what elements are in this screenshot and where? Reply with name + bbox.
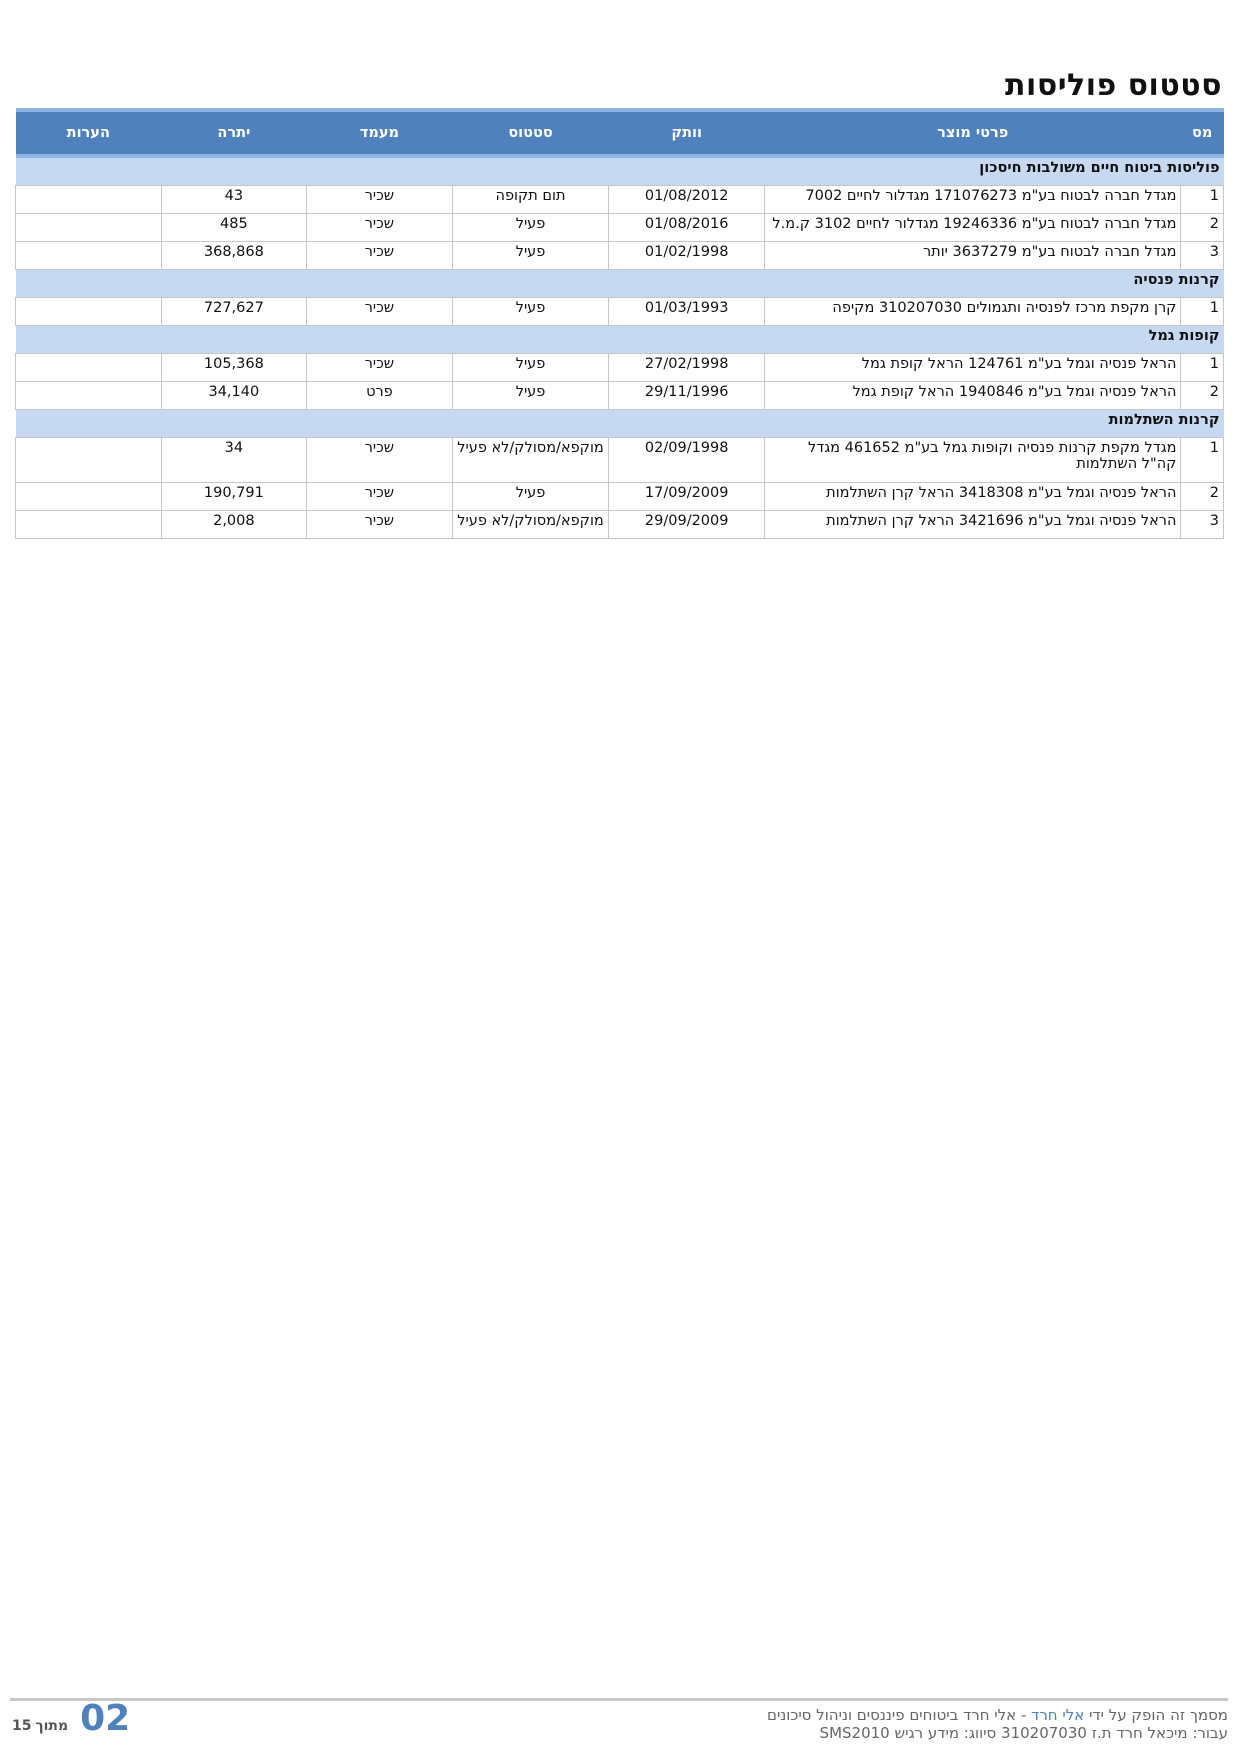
- footer-line-1: [767, 1706, 1228, 1724]
- header-balance: יתרה: [161, 110, 307, 156]
- cell-seniority: 27/02/1998: [609, 354, 765, 382]
- footer-suffix: - אלי חרד ביטוחים פיננסים וניהול סיכונים: [766, 1706, 1032, 1724]
- page-counter: [12, 1698, 130, 1739]
- cell-seniority: 29/11/1996: [609, 382, 765, 410]
- cell-balance: 368,868: [161, 242, 307, 270]
- page-of-label: מתוך: [35, 1718, 69, 1734]
- cell-seniority: 29/09/2009: [609, 511, 765, 539]
- cell-num: 1: [1181, 298, 1224, 326]
- cell-status: תום תקופה: [452, 186, 609, 214]
- cell-num: 3: [1181, 511, 1224, 539]
- header-product: פרטי מוצר: [765, 110, 1181, 156]
- cell-notes: [16, 354, 162, 382]
- cell-notes: [16, 483, 162, 511]
- cell-balance: 485: [161, 214, 307, 242]
- cell-seniority: 01/02/1998: [609, 242, 765, 270]
- cell-balance: 2,008: [161, 511, 307, 539]
- cell-num: 1: [1181, 354, 1224, 382]
- cell-notes: [16, 214, 162, 242]
- cell-status: מוקפא/מסולק/לא פעיל: [452, 511, 609, 539]
- cell-product: הראל פנסיה וגמל בע"מ 124761 הראל קופת גמל: [765, 354, 1181, 382]
- cell-product: מגדל חברה לבטוח בע"מ 171076273 מגדלור לחיים 7002: [765, 186, 1181, 214]
- cell-status: פעיל: [452, 483, 609, 511]
- section-header-row: [16, 270, 1224, 298]
- header-status: סטטוס: [452, 110, 609, 156]
- cell-notes: [16, 438, 162, 483]
- cell-employment: שכיר: [307, 298, 453, 326]
- cell-num: 1: [1181, 186, 1224, 214]
- header-seniority: וותק: [609, 110, 765, 156]
- section-title: קרנות השתלמות: [16, 410, 1224, 438]
- cell-employment: פרט: [307, 382, 453, 410]
- footer-divider: [10, 1698, 1228, 1701]
- agent-name: אלי חרד: [1031, 1706, 1085, 1724]
- cell-balance: 727,627: [161, 298, 307, 326]
- cell-employment: שכיר: [307, 483, 453, 511]
- table-row: [16, 511, 1224, 539]
- cell-product: הראל פנסיה וגמל בע"מ 1940846 הראל קופת גמל: [765, 382, 1181, 410]
- table-row: [16, 382, 1224, 410]
- cell-employment: שכיר: [307, 242, 453, 270]
- cell-balance: 34,140: [161, 382, 307, 410]
- table-row: [16, 438, 1224, 483]
- cell-notes: [16, 511, 162, 539]
- table-row: [16, 186, 1224, 214]
- cell-status: מוקפא/מסולק/לא פעיל: [452, 438, 609, 483]
- page-total: 15: [12, 1718, 32, 1734]
- section-header-row: [16, 410, 1224, 438]
- header-notes: הערות: [16, 110, 162, 156]
- section-header-row: [16, 326, 1224, 354]
- cell-num: 2: [1181, 214, 1224, 242]
- cell-employment: שכיר: [307, 438, 453, 483]
- cell-num: 1: [1181, 438, 1224, 483]
- table-row: [16, 298, 1224, 326]
- cell-product: הראל פנסיה וגמל בע"מ 3418308 הראל קרן השתלמות: [765, 483, 1181, 511]
- cell-balance: 43: [161, 186, 307, 214]
- cell-status: פעיל: [452, 354, 609, 382]
- cell-status: פעיל: [452, 298, 609, 326]
- cell-seniority: 01/08/2016: [609, 214, 765, 242]
- cell-num: 3: [1181, 242, 1224, 270]
- cell-seniority: 02/09/1998: [609, 438, 765, 483]
- footer-prefix: מסמך זה הופק על ידי: [1084, 1706, 1228, 1724]
- table-row: [16, 214, 1224, 242]
- table-header-row: [16, 110, 1224, 156]
- cell-seniority: 17/09/2009: [609, 483, 765, 511]
- cell-status: פעיל: [452, 242, 609, 270]
- table-row: [16, 483, 1224, 511]
- cell-notes: [16, 186, 162, 214]
- cell-status: פעיל: [452, 214, 609, 242]
- section-title: קופות גמל: [16, 326, 1224, 354]
- section-title: קרנות פנסיה: [16, 270, 1224, 298]
- cell-notes: [16, 298, 162, 326]
- cell-product: מגדל מקפת קרנות פנסיה וקופות גמל בע"מ 461652 מגדל קה"ל השתלמות: [765, 438, 1181, 483]
- policies-table: [15, 108, 1224, 539]
- cell-employment: שכיר: [307, 186, 453, 214]
- cell-employment: שכיר: [307, 214, 453, 242]
- cell-balance: 190,791: [161, 483, 307, 511]
- table-row: [16, 242, 1224, 270]
- page-current: 02: [80, 1698, 131, 1739]
- cell-product: מגדל חברה לבטוח בע"מ 3637279 יותר: [765, 242, 1181, 270]
- cell-status: פעיל: [452, 382, 609, 410]
- cell-seniority: 01/03/1993: [609, 298, 765, 326]
- cell-product: הראל פנסיה וגמל בע"מ 3421696 הראל קרן השתלמות: [765, 511, 1181, 539]
- header-num: מס: [1181, 110, 1224, 156]
- footer-info: [767, 1706, 1228, 1742]
- cell-num: 2: [1181, 483, 1224, 511]
- cell-num: 2: [1181, 382, 1224, 410]
- section-header-row: [16, 156, 1224, 186]
- cell-seniority: 01/08/2012: [609, 186, 765, 214]
- cell-notes: [16, 382, 162, 410]
- cell-employment: שכיר: [307, 354, 453, 382]
- header-employment: מעמד: [307, 110, 453, 156]
- cell-product: קרן מקפת מרכז לפנסיה ותגמולים 310207030 מקיפה: [765, 298, 1181, 326]
- cell-product: מגדל חברה לבטוח בע"מ 19246336 מגדלור לחיים 3102 ק.מ.ל: [765, 214, 1181, 242]
- section-title: פוליסות ביטוח חיים משולבות חיסכון: [16, 156, 1224, 186]
- table-row: [16, 354, 1224, 382]
- cell-notes: [16, 242, 162, 270]
- footer-line-2: עבור: מיכאל חרד ת.ז 310207030 סיווג: מידע רגיש SMS2010: [819, 1724, 1228, 1742]
- page-title: סטטוס פוליסות: [1005, 68, 1222, 103]
- cell-balance: 34: [161, 438, 307, 483]
- cell-balance: 105,368: [161, 354, 307, 382]
- cell-employment: שכיר: [307, 511, 453, 539]
